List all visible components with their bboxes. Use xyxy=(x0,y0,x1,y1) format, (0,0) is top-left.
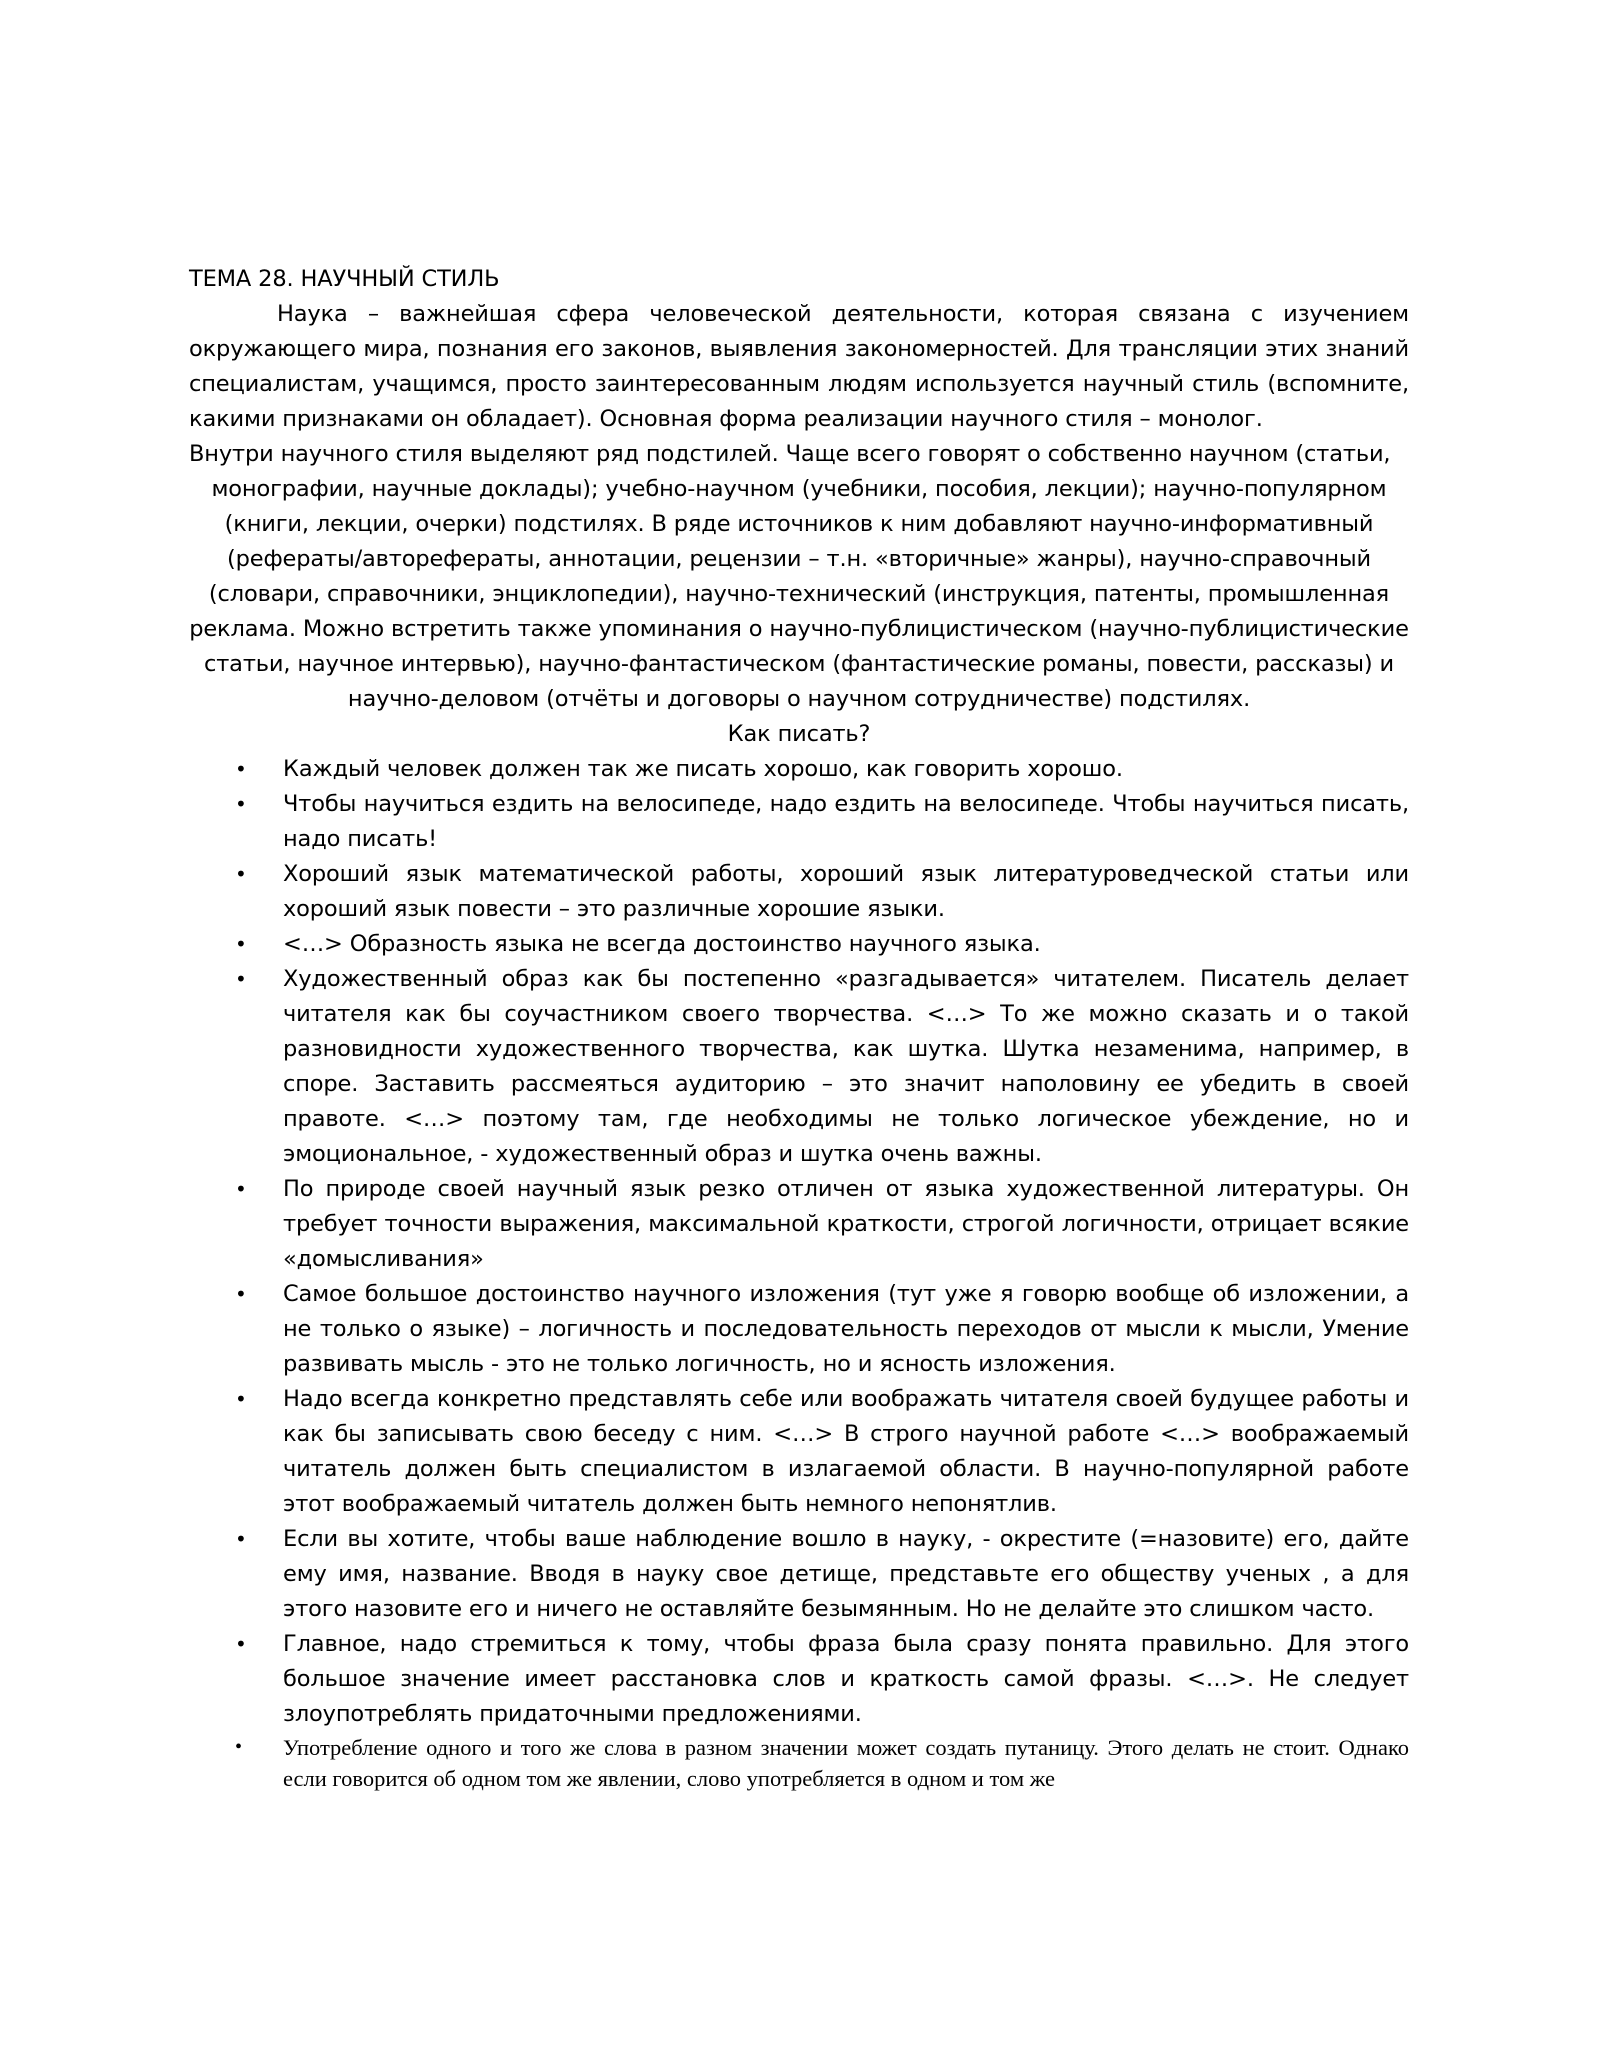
list-item-text: Хороший язык математической работы, хороший язык литературоведческой статьи или хороший язык повести – это различные хорошие языки. xyxy=(283,861,1409,922)
list-item xyxy=(189,927,1409,962)
list-item xyxy=(189,752,1409,787)
bullet-icon: • xyxy=(235,932,247,956)
list-item-text: Надо всегда конкретно представлять себе или воображать читателя своей будущее работы и как бы записывать свою беседу с ним. <…> В строго научной работе <…> воображаемый читатель должен быть специалистом в излагаемой области. В научно-популярной работе этот воображаемый читатель должен быть немного непонятлив. xyxy=(283,1386,1409,1517)
bullet-icon: • xyxy=(235,967,247,991)
bullet-icon: • xyxy=(235,1282,247,1306)
list-item xyxy=(189,1382,1409,1522)
list-item-text: Самое большое достоинство научного изложения (тут уже я говорю вообще об изложении, а не только о языке) – логичность и последовательность переходов от мысли к мысли, Умение развивать мысль - это не только логичность, но и ясность изложения. xyxy=(283,1281,1409,1377)
list-item xyxy=(189,1277,1409,1382)
list-item-text: Чтобы научиться ездить на велосипеде, надо ездить на велосипеде. Чтобы научиться писать, надо писать! xyxy=(283,791,1409,852)
list-item xyxy=(189,962,1409,1172)
list-item xyxy=(189,1172,1409,1277)
list-item-text: <…> Образность языка не всегда достоинство научного языка. xyxy=(283,931,1041,957)
bullet-icon: • xyxy=(235,1387,247,1411)
page-title: ТЕМА 28. НАУЧНЫЙ СТИЛЬ xyxy=(189,266,500,292)
bullet-icon: • xyxy=(235,757,247,781)
substyles-paragraph: монографии, научные доклады); учебно-научном (учебники, пособия, лекции); научно-популярном (книги, лекции, очерки) подстилях. В ряде источников к ним добавляют научно-информативный (рефераты/авторефераты, аннотации, рецензии – т.н. «вторичные» жанры), научно-справочный (словари, справочники, энциклопедии), научно-технический (инструкция, патенты, промышленная реклама. Можно встретить также упоминания о научно-публицистическом (научно-публицистические статьи, научное интервью), научно-фантастическом (фантастические романы, повести, рассказы) и научно-деловом (отчёты и договоры о научном сотрудничестве) подстилях. xyxy=(189,476,1409,712)
document-body xyxy=(189,262,1409,1794)
bullet-icon: • xyxy=(235,1736,243,1758)
bullet-icon: • xyxy=(235,862,247,886)
list-item-text: Если вы хотите, чтобы ваше наблюдение вошло в науку, - окрестите (=назовите) его, дайте ему имя, название. Вводя в науку свое детище, представьте его обществу ученых , а для этого назовите его и ничего не оставляйте безымянным. Но не делайте это слишком часто. xyxy=(283,1526,1409,1622)
list-item-text: Каждый человек должен так же писать хорошо, как говорить хорошо. xyxy=(283,756,1123,782)
substyles-first-line: Внутри научного стиля выделяют ряд подстилей. Чаще всего говорят о собственно научном (статьи, xyxy=(189,441,1391,467)
list-item xyxy=(189,857,1409,927)
section-heading: Как писать? xyxy=(727,721,871,747)
list-item xyxy=(189,1732,1409,1794)
list-item-text: Употребление одного и того же слова в разном значении может создать путаницу. Этого делать не стоит. Однако если говорится об одном том же явлении, слово употребляется в одном и том же xyxy=(283,1735,1409,1791)
tips-list xyxy=(189,752,1409,1794)
bullet-icon: • xyxy=(235,1632,247,1656)
list-item-text: Главное, надо стремиться к тому, чтобы фраза была сразу понята правильно. Для этого большое значение имеет расстановка слов и краткость самой фразы. <…>. Не следует злоупотреблять придаточными предложениями. xyxy=(283,1631,1409,1727)
list-item-text: Художественный образ как бы постепенно «разгадывается» читателем. Писатель делает читателя как бы соучастником своего творчества. <…> То же можно сказать и о такой разновидности художественного творчества, как шутка. Шутка незаменима, например, в споре. Заставить рассмеяться аудиторию – это значит наполовину ее убедить в своей правоте. <…> поэтому там, где необходимы не только логическое убеждение, но и эмоциональное, - художественный образ и шутка очень важны. xyxy=(283,966,1409,1167)
bullet-icon: • xyxy=(235,792,247,816)
list-item xyxy=(189,1522,1409,1627)
intro-paragraph: Наука – важнейшая сфера человеческой деятельности, которая связана с изучением окружающего мира, познания его законов, выявления закономерностей. Для трансляции этих знаний специалистам, учащимся, просто заинтересованным людям используется научный стиль (вспомните, какими признаками он обладает). Основная форма реализации научного стиля – монолог. xyxy=(189,301,1409,432)
bullet-icon: • xyxy=(235,1177,247,1201)
list-item xyxy=(189,787,1409,857)
bullet-icon: • xyxy=(235,1527,247,1551)
list-item xyxy=(189,1627,1409,1732)
list-item-text: По природе своей научный язык резко отличен от языка художественной литературы. Он требует точности выражения, максимальной краткости, строгой логичности, отрицает всякие «домысливания» xyxy=(283,1176,1409,1272)
